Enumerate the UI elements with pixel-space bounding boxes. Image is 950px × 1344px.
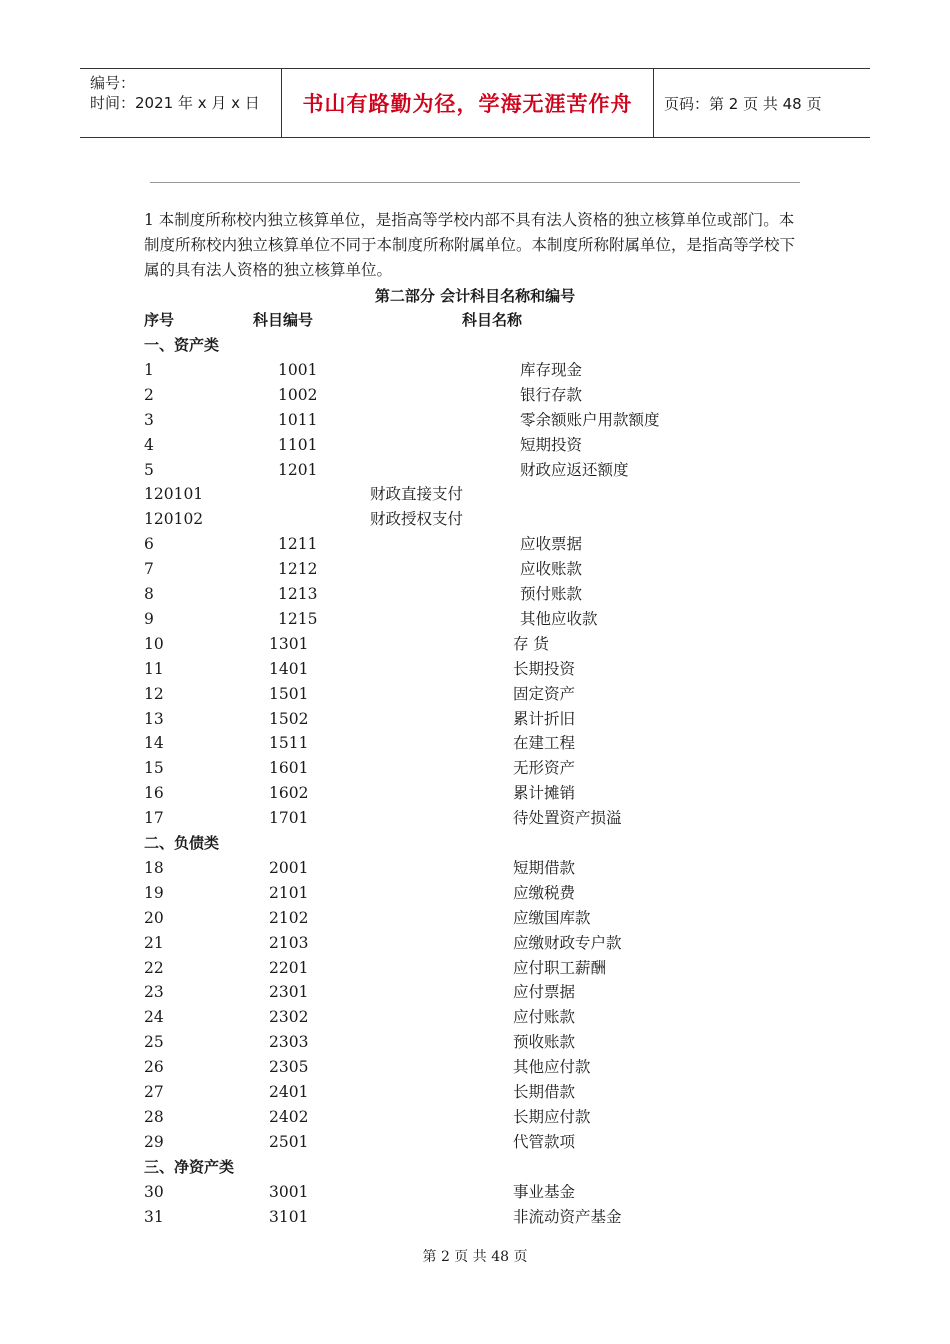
account-seq: 22: [144, 958, 164, 977]
account-row: [0, 632, 950, 657]
account-name: 应缴税费: [513, 883, 576, 902]
account-name: 存 货: [513, 634, 549, 653]
account-seq: 2: [144, 385, 154, 404]
account-code: 1001: [278, 360, 318, 379]
sub-account-code: 120102: [144, 510, 204, 529]
account-code: 1601: [269, 759, 309, 778]
account-code: 1401: [269, 659, 309, 678]
account-seq: 8: [144, 585, 154, 603]
account-name: 事业基金: [513, 1182, 576, 1201]
account-row: [0, 458, 950, 483]
account-code: 3001: [269, 1182, 309, 1201]
account-seq: 3: [144, 410, 154, 429]
account-code: 2103: [269, 933, 309, 952]
account-name: 长期应付款: [513, 1107, 591, 1126]
account-name: 长期投资: [513, 659, 576, 678]
account-seq: 7: [144, 560, 154, 579]
account-seq: 26: [144, 1058, 164, 1077]
account-seq: 12: [144, 684, 164, 703]
account-row: [0, 931, 950, 956]
account-row: [0, 781, 950, 806]
account-code: 1213: [278, 585, 318, 603]
account-seq: 14: [144, 734, 164, 753]
account-row: [0, 358, 950, 383]
category-heading: [0, 333, 950, 358]
account-code: 1002: [278, 385, 318, 404]
account-code: 2401: [269, 1083, 309, 1101]
account-seq: 13: [144, 709, 164, 728]
account-code: 1215: [278, 609, 318, 628]
account-code: 2402: [269, 1107, 309, 1126]
account-code: 1501: [269, 684, 309, 703]
section-title: 第二部分 会计科目名称和编号: [374, 287, 576, 305]
header-motto: 书山有路勤为径，学海无涯苦作舟: [282, 69, 654, 137]
account-row: [0, 707, 950, 732]
account-row: [0, 1105, 950, 1130]
account-seq: 18: [144, 858, 164, 877]
account-seq: 30: [144, 1182, 164, 1201]
account-name: 固定资产: [513, 684, 576, 703]
account-row: [0, 1005, 950, 1030]
account-row: [0, 956, 950, 981]
account-name: 短期借款: [513, 858, 576, 877]
account-seq: 23: [144, 983, 164, 1002]
account-seq: 25: [144, 1033, 164, 1052]
account-row: [0, 856, 950, 881]
account-row: [0, 1130, 950, 1155]
account-name: 应收票据: [520, 535, 583, 554]
doc-number-label: 编号：: [90, 74, 136, 92]
page-header: [80, 68, 870, 138]
account-name: 在建工程: [513, 734, 576, 753]
account-code: 2001: [269, 858, 309, 877]
account-name: 其他应收款: [520, 609, 598, 628]
account-name: 待处置资产损溢: [513, 809, 622, 828]
account-code: 2501: [269, 1132, 309, 1151]
account-name: 应付职工薪酬: [513, 958, 607, 977]
category-heading: [0, 1155, 950, 1180]
account-name: 其他应付款: [513, 1058, 591, 1077]
account-seq: 9: [144, 609, 154, 628]
account-seq: 4: [144, 435, 154, 454]
account-seq: 16: [144, 784, 164, 803]
account-row: [0, 1080, 950, 1105]
category-label: 一、资产类: [144, 336, 220, 354]
sub-account-name: 财政授权支付: [370, 510, 464, 529]
account-seq: 21: [144, 933, 164, 952]
account-name: 累计摊销: [513, 784, 576, 803]
account-name: 代管款项: [513, 1132, 576, 1151]
column-headers: [0, 308, 950, 333]
account-row: [0, 731, 950, 756]
account-code: 1211: [278, 535, 318, 554]
account-seq: 11: [144, 659, 164, 678]
account-code: 1101: [278, 435, 318, 454]
account-code: 2101: [269, 883, 309, 902]
account-code: 1602: [269, 784, 309, 803]
sub-account-name: 财政直接支付: [370, 485, 464, 504]
account-name: 应缴财政专户款: [513, 933, 622, 952]
header-meta: [80, 69, 282, 137]
account-code: 3101: [269, 1207, 309, 1226]
account-row: [0, 532, 950, 557]
category-label: 三、净资产类: [144, 1157, 235, 1176]
account-code: 1301: [269, 634, 309, 653]
account-seq: 10: [144, 634, 164, 653]
account-name: 短期投资: [520, 435, 583, 454]
category-label: 二、负债类: [144, 834, 220, 852]
account-code: 1201: [278, 460, 318, 479]
account-code: 1011: [278, 410, 318, 429]
doc-date-label: 时间：2021 年 x 月 x 日: [90, 94, 260, 112]
account-name: 预收账款: [513, 1033, 576, 1052]
account-seq: 19: [144, 883, 164, 902]
account-code: 1212: [278, 560, 318, 579]
account-seq: 20: [144, 908, 164, 927]
account-name: 应付账款: [513, 1008, 576, 1027]
page-footer: 第 2 页 共 48 页: [422, 1249, 528, 1265]
account-row: [0, 806, 950, 831]
column-header-name: 科目名称: [462, 311, 523, 329]
intro-paragraph: 1 本制度所称校内独立核算单位，是指高等学校内部不具有法人资格的独立核算单位或部门。本制度所称校内独立核算单位不同于本制度所称附属单位。本制度所称附属单位，是指高等学校下属的具有法人资格的独立核算单位。: [144, 211, 796, 279]
account-row: [0, 881, 950, 906]
account-row: [0, 756, 950, 781]
account-code: 1701: [269, 809, 309, 828]
account-row: [0, 383, 950, 408]
account-seq: 28: [144, 1107, 164, 1126]
account-seq: 27: [144, 1083, 164, 1101]
column-header-code: 科目编号: [253, 311, 314, 329]
account-seq: 17: [144, 809, 164, 828]
account-name: 无形资产: [513, 759, 576, 778]
account-name: 库存现金: [520, 360, 583, 379]
account-code: 2102: [269, 908, 309, 927]
sub-account-row: [0, 482, 950, 507]
account-seq: 15: [144, 759, 164, 778]
account-row: [0, 980, 950, 1005]
account-name: 累计折旧: [513, 709, 576, 728]
account-seq: 31: [144, 1207, 164, 1226]
account-row: [0, 607, 950, 632]
column-header-seq: 序号: [144, 311, 175, 329]
account-name: 应付票据: [513, 983, 576, 1002]
account-seq: 24: [144, 1008, 164, 1027]
account-code: 2302: [269, 1008, 309, 1027]
account-name: 应收账款: [520, 560, 583, 579]
account-code: 1511: [269, 734, 309, 753]
account-row: [0, 433, 950, 458]
account-name: 银行存款: [520, 385, 583, 404]
account-name: 零余额账户用款额度: [520, 410, 660, 429]
account-row: [0, 1030, 950, 1055]
account-name: 财政应返还额度: [520, 460, 629, 479]
account-seq: 29: [144, 1132, 164, 1151]
sub-account-row: [0, 507, 950, 532]
account-code: 1502: [269, 709, 309, 728]
account-code: 2303: [269, 1033, 309, 1052]
sub-account-code: 120101: [144, 485, 204, 504]
account-row: [0, 1205, 950, 1230]
account-row: [0, 408, 950, 433]
account-seq: 6: [144, 535, 154, 554]
account-row: [0, 557, 950, 582]
account-name: 长期借款: [513, 1083, 576, 1101]
account-seq: 5: [144, 460, 154, 479]
account-row: [0, 906, 950, 931]
account-name: 应缴国库款: [513, 908, 591, 927]
category-heading: [0, 831, 950, 856]
header-page-info: 页码：第 2 页 共 48 页: [664, 94, 822, 113]
account-row: [0, 682, 950, 707]
account-row: [0, 582, 950, 607]
account-row: [0, 1055, 950, 1080]
account-code: 2305: [269, 1058, 309, 1077]
account-row: [0, 657, 950, 682]
account-code: 2201: [269, 958, 309, 977]
account-name: 预付账款: [520, 585, 583, 603]
account-code: 2301: [269, 983, 309, 1002]
divider-line: [150, 182, 800, 183]
account-name: 非流动资产基金: [513, 1207, 622, 1226]
account-row: [0, 1180, 950, 1205]
account-seq: 1: [144, 360, 154, 379]
